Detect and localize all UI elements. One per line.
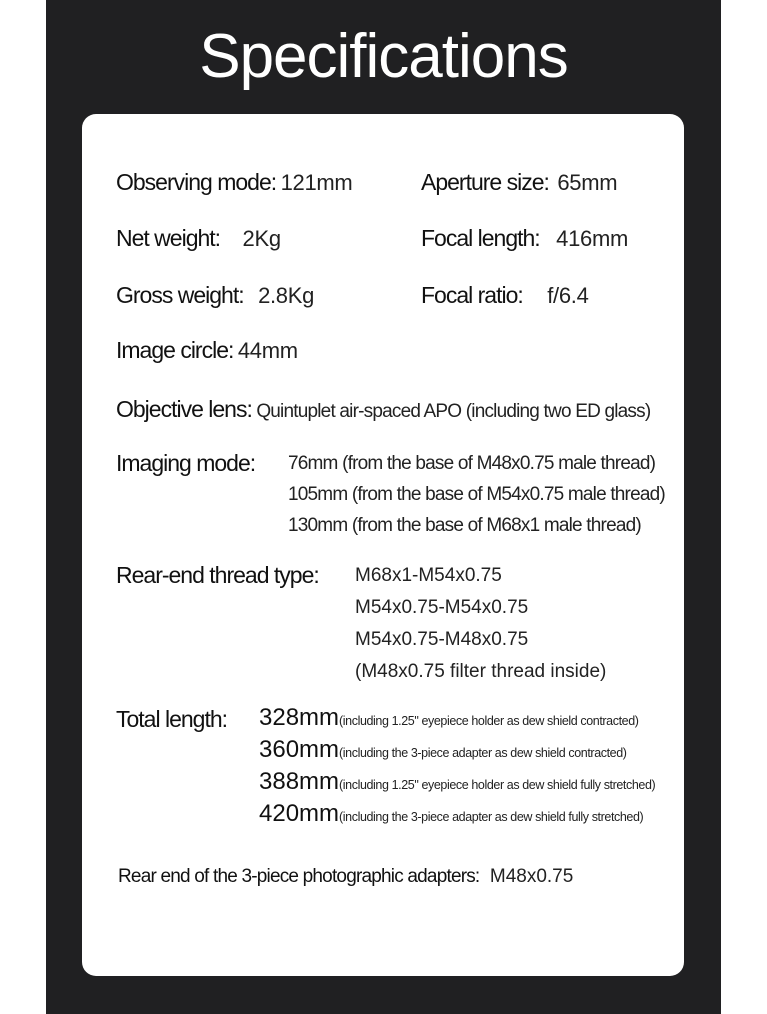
spec-focal-length (421, 227, 628, 250)
spec-focal-ratio (421, 284, 589, 307)
rear-thread-line: M68x1-M54x0.75 (355, 565, 502, 586)
total-length-row (259, 802, 643, 826)
focal-ratio-value: f/6.4 (547, 283, 589, 308)
imaging-mode-label (116, 452, 255, 475)
image-circle-label: Image circle: (116, 337, 234, 363)
rear-adapter-value: M48x0.75 (489, 866, 574, 887)
total-length-row (259, 706, 639, 730)
total-length-value: 328mm (259, 704, 340, 731)
imaging-mode-line: 130mm (from the base of M68x1 male thread) (288, 515, 641, 536)
image-circle-value: 44mm (237, 338, 298, 363)
net-weight-label: Net weight: (116, 225, 221, 251)
total-length-row (259, 770, 655, 794)
imaging-mode-line: 76mm (from the base of M48x0.75 male thread) (288, 453, 656, 474)
total-length-value: 420mm (259, 800, 340, 827)
focal-length-label: Focal length: (421, 225, 540, 251)
total-length-value: 388mm (259, 768, 340, 795)
rear-thread-label-text: Rear-end thread type: (116, 562, 319, 588)
total-length-value: 360mm (259, 736, 340, 763)
gross-weight-label: Gross weight: (116, 282, 244, 308)
gross-weight-value: 2.8Kg (258, 283, 315, 308)
rear-thread-line: M54x0.75-M54x0.75 (355, 597, 529, 618)
total-length-row (259, 738, 627, 762)
page-title: Specifications (199, 22, 568, 91)
focal-length-value: 416mm (556, 226, 629, 251)
focal-ratio-label: Focal ratio: (421, 282, 523, 308)
total-length-note: (including the 3-piece adapter as dew shield fully stretched) (339, 810, 644, 824)
aperture-size-value: 65mm (557, 170, 618, 195)
spec-image-circle (116, 339, 298, 362)
objective-lens-label: Objective lens: (116, 396, 252, 422)
imaging-mode-label-text: Imaging mode: (116, 450, 256, 476)
rear-thread-line: (M48x0.75 filter thread inside) (355, 661, 607, 682)
rear-thread-line: M54x0.75-M48x0.75 (355, 629, 529, 650)
aperture-size-label: Aperture size: (421, 169, 549, 195)
spec-objective-lens (116, 398, 650, 421)
total-length-label (116, 708, 227, 731)
rear-thread-label (116, 564, 319, 587)
spec-rear-adapter (118, 867, 573, 886)
net-weight-value: 2Kg (242, 226, 281, 251)
imaging-mode-line: 105mm (from the base of M54x0.75 male thread) (288, 484, 665, 505)
spec-net-weight (116, 227, 281, 250)
total-length-note: (including 1.25" eyepiece holder as dew shield fully stretched) (339, 778, 656, 792)
spec-gross-weight (116, 284, 314, 307)
observing-mode-value: 121mm (280, 170, 353, 195)
objective-lens-value: Quintuplet air-spaced APO (including two ED glass) (256, 401, 651, 422)
spec-observing-mode (116, 171, 352, 194)
total-length-note: (including 1.25" eyepiece holder as dew shield contracted) (339, 714, 639, 728)
total-length-note: (including the 3-piece adapter as dew shield contracted) (339, 746, 627, 760)
rear-adapter-label: Rear end of the 3-piece photographic adapters: (118, 866, 480, 887)
observing-mode-label: Observing mode: (116, 169, 277, 195)
spec-aperture-size (421, 171, 617, 194)
total-length-label-text: Total length: (116, 706, 228, 732)
